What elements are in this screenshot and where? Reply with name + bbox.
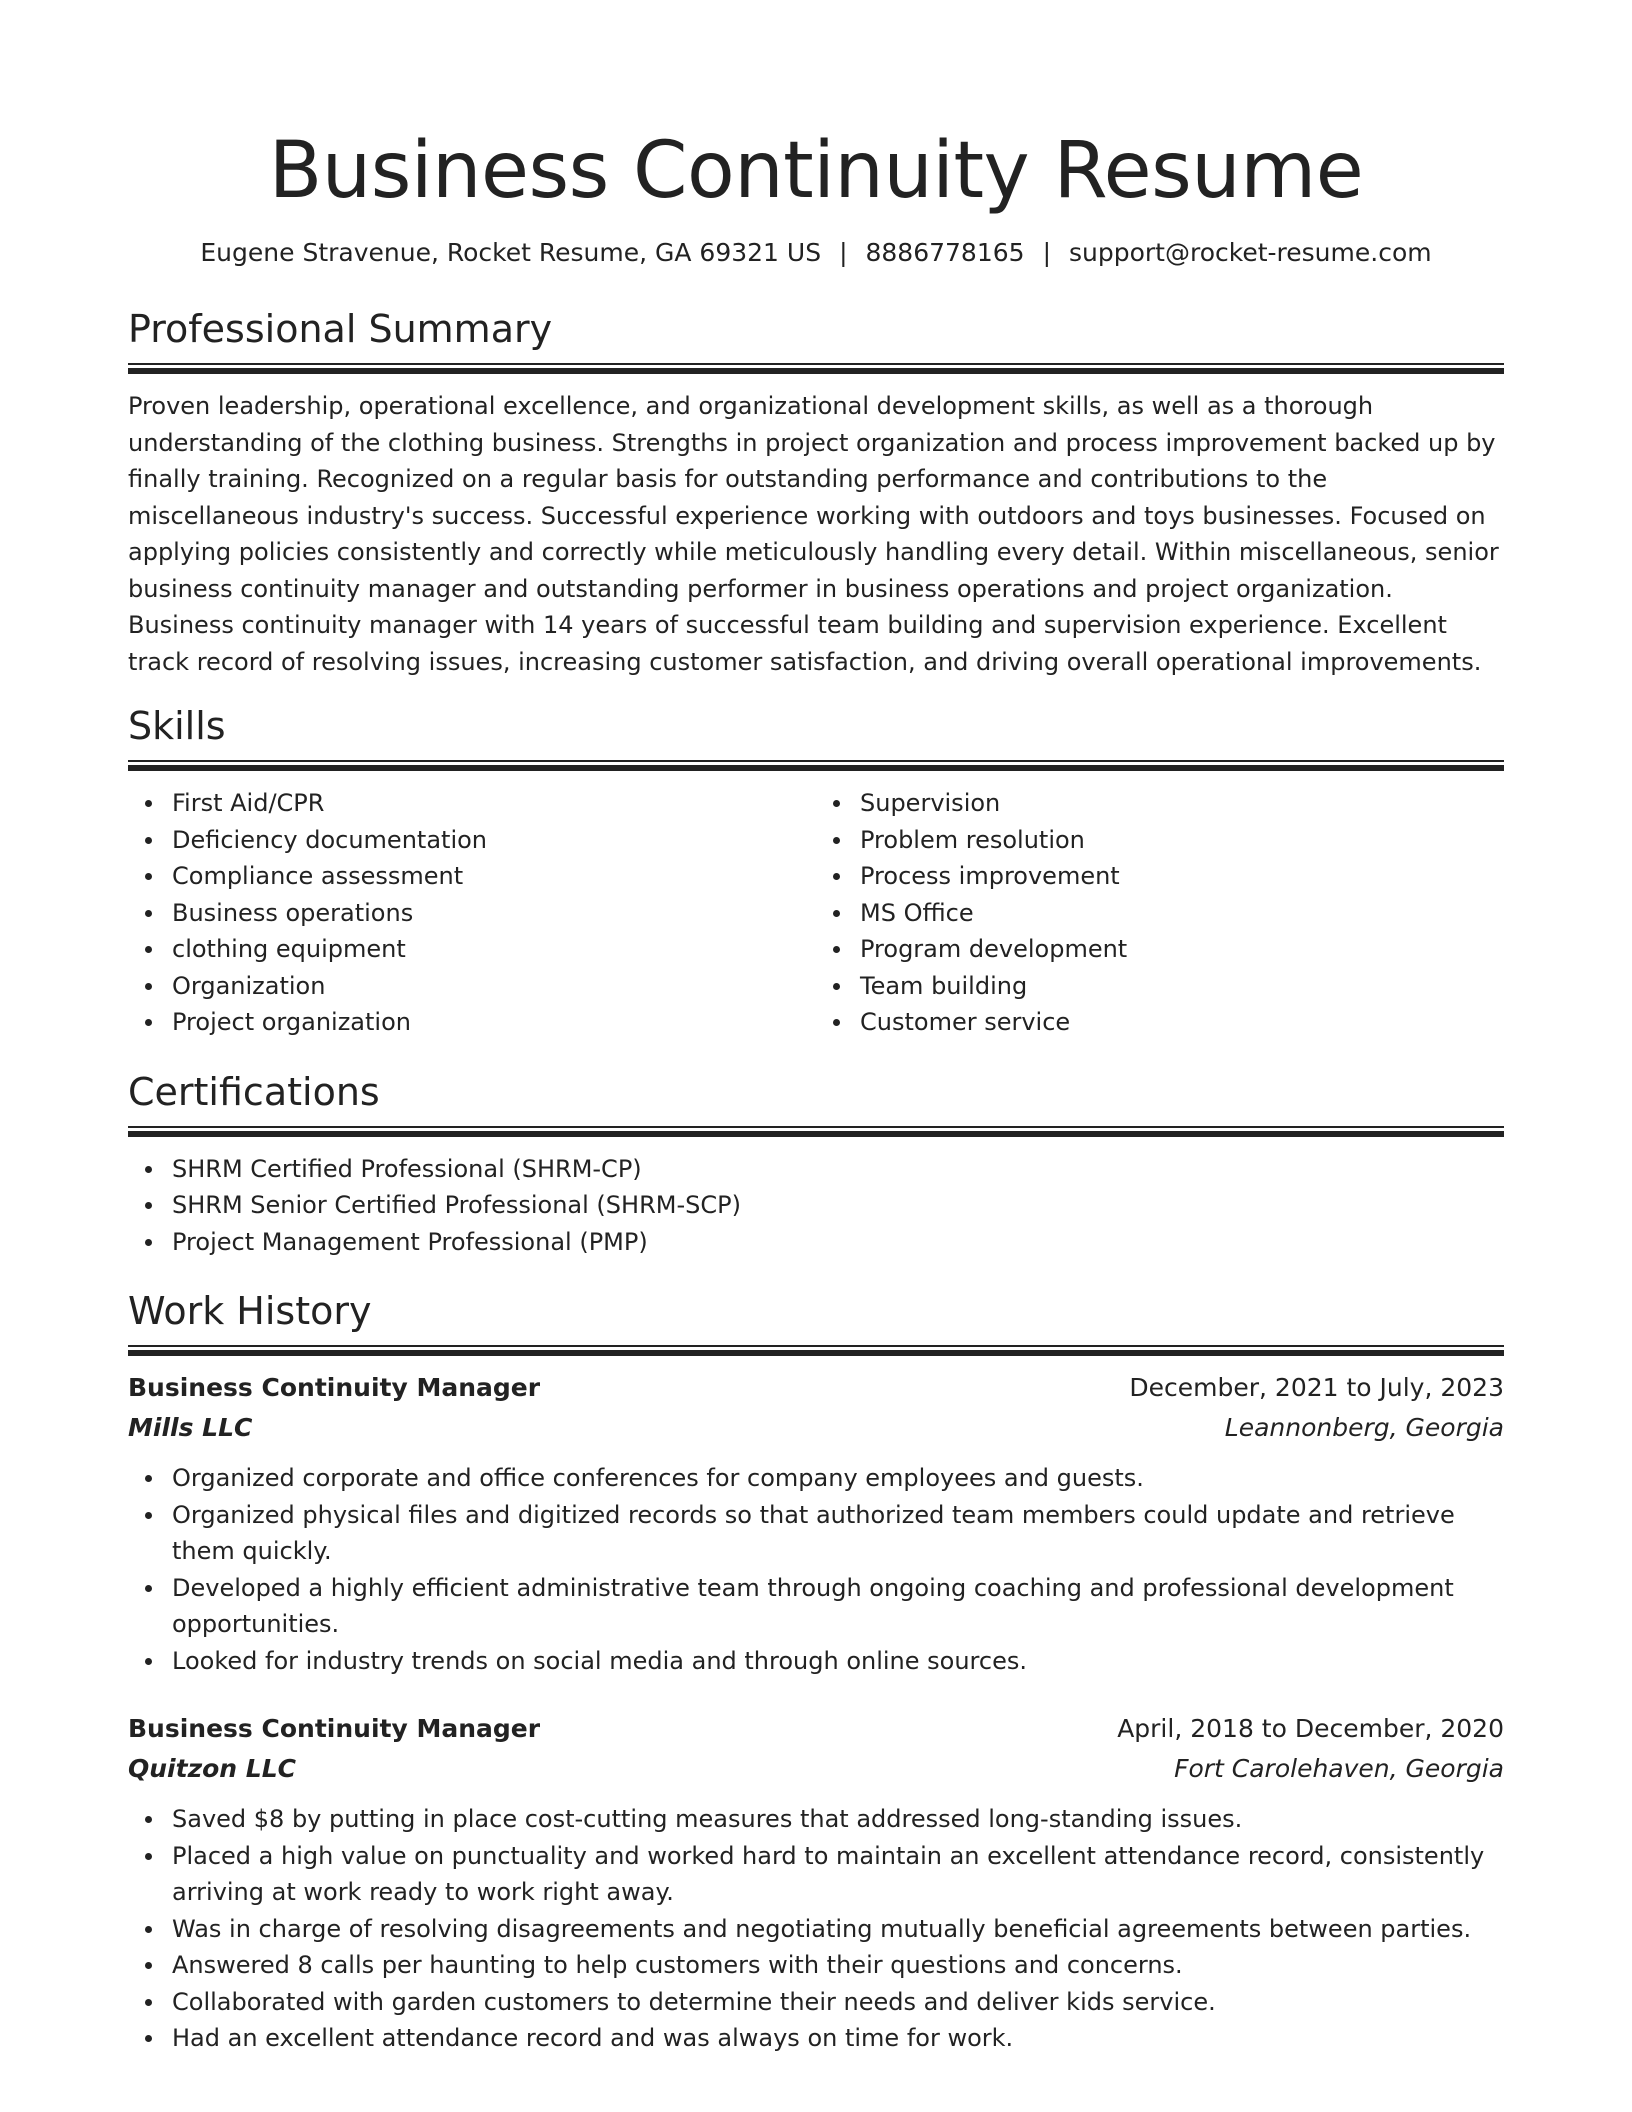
job-header — [128, 1368, 1504, 1408]
job-bullet: Saved $8 by putting in place cost-cutting measures that addressed long-standing issues. — [172, 1801, 1504, 1838]
skill-item: MS Office — [860, 895, 1504, 932]
skill-item: Business operations — [172, 895, 816, 932]
job-bullet: Organized physical files and digitized records so that authorized team members could update and retrieve them quickly. — [172, 1497, 1504, 1570]
skill-item: Problem resolution — [860, 822, 1504, 859]
skill-item: Team building — [860, 968, 1504, 1005]
job-company: Quitzon LLC — [128, 1754, 297, 1783]
skill-item: Compliance assessment — [172, 858, 816, 895]
job-title: Business Continuity Manager — [128, 1714, 541, 1743]
certifications-list — [128, 1151, 1504, 1261]
contact-separator: | — [839, 238, 848, 267]
summary-section — [128, 304, 1504, 680]
skill-item: Deficiency documentation — [172, 822, 816, 859]
certification-item: SHRM Senior Certified Professional (SHRM-SCP) — [172, 1187, 1504, 1224]
job-bullet: Collaborated with garden customers to determine their needs and deliver kids service. — [172, 1984, 1504, 2021]
job-title: Business Continuity Manager — [128, 1373, 541, 1402]
skill-item: Supervision — [860, 785, 1504, 822]
job-bullet: Was in charge of resolving disagreements and negotiating mutually beneficial agreements between parties. — [172, 1911, 1504, 1948]
summary-heading: Professional Summary — [128, 307, 553, 351]
contact-address: Eugene Stravenue, Rocket Resume, GA 69321 US — [200, 238, 822, 267]
section-divider — [128, 1345, 1504, 1356]
job-bullet: Answered 8 calls per haunting to help customers with their questions and concerns. — [172, 1947, 1504, 1984]
section-divider — [128, 760, 1504, 771]
skill-item: Process improvement — [860, 858, 1504, 895]
skills-list-left — [128, 785, 816, 1041]
job-bullet: Organized corporate and office conferences for company employees and guests. — [172, 1460, 1504, 1497]
job-entry — [128, 1368, 1504, 1679]
contact-separator: | — [1042, 238, 1051, 267]
skills-list-right — [816, 785, 1504, 1041]
job-bullet: Placed a high value on punctuality and worked hard to maintain an excellent attendance record, consistently arriving at work ready to work right away. — [172, 1838, 1504, 1911]
certifications-heading: Certifications — [128, 1069, 380, 1114]
job-dates: December, 2021 to July, 2023 — [1129, 1373, 1504, 1402]
skill-item: Program development — [860, 931, 1504, 968]
job-bullet: Looked for industry trends on social media and through online sources. — [172, 1643, 1504, 1680]
skill-item: First Aid/CPR — [172, 785, 816, 822]
skill-item: clothing equipment — [172, 931, 816, 968]
certification-item: Project Management Professional (PMP) — [172, 1224, 1504, 1261]
job-entry — [128, 1709, 1504, 2057]
work-history-heading: Work History — [128, 1289, 372, 1333]
work-history-section — [128, 1286, 1504, 2057]
job-location: Leannonberg, Georgia — [1224, 1413, 1504, 1442]
section-divider — [128, 1126, 1504, 1137]
contact-email: support@rocket-resume.com — [1069, 238, 1432, 267]
skills-columns — [128, 785, 1504, 1041]
contact-line — [128, 236, 1504, 270]
summary-text: Proven leadership, operational excellence, and organizational development skills, as well as a thorough understanding of the clothing business. Strengths in project organization and process improvement backed up by finally training. Recognized on a regular basis for outstanding performance and contributions to the miscellaneous industry's success. Successful experience working with outdoors and toys businesses. Focused on applying policies consistently and correctly while meticulously handling every detail. Within miscellaneous, senior business continuity manager and outstanding performer in business operations and project organization. Business continuity manager with 14 years of successful team building and supervision experience. Excellent track record of resolving issues, increasing customer satisfaction, and driving overall operational improvements. — [128, 392, 1499, 676]
job-header — [128, 1709, 1504, 1749]
skill-item: Customer service — [860, 1004, 1504, 1041]
skill-item: Project organization — [172, 1004, 816, 1041]
certification-item: SHRM Certified Professional (SHRM-CP) — [172, 1151, 1504, 1188]
job-location: Fort Carolehaven, Georgia — [1174, 1754, 1504, 1783]
skills-section — [128, 701, 1504, 1041]
job-bullet: Had an excellent attendance record and was always on time for work. — [172, 2020, 1504, 2057]
job-dates: April, 2018 to December, 2020 — [1117, 1714, 1504, 1743]
job-subheader — [128, 1749, 1504, 1789]
job-bullet: Developed a highly efficient administrative team through ongoing coaching and professional development opportunities. — [172, 1570, 1504, 1643]
skills-heading: Skills — [128, 704, 226, 748]
page-title: Business Continuity Resume — [268, 126, 1364, 216]
job-bullets — [128, 1460, 1504, 1679]
job-bullets — [128, 1801, 1504, 2057]
skill-item: Organization — [172, 968, 816, 1005]
job-subheader — [128, 1408, 1504, 1448]
job-company: Mills LLC — [128, 1413, 253, 1442]
certifications-section — [128, 1067, 1504, 1261]
section-divider — [128, 363, 1504, 374]
contact-phone: 8886778165 — [865, 238, 1025, 267]
